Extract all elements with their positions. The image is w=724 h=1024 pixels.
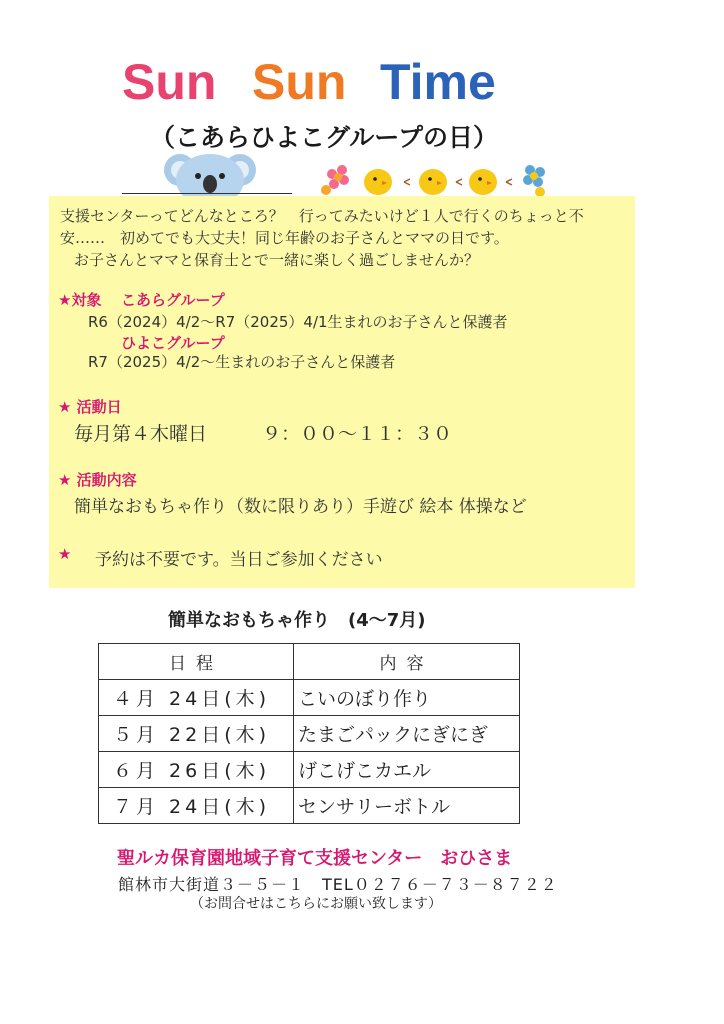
- table-row: [99, 752, 520, 788]
- row-date: ５月 22日(木): [99, 716, 294, 752]
- activity-day-label: ★ 活動日: [58, 398, 122, 416]
- flower-icon: [327, 165, 349, 189]
- toy-heading: 簡単なおもちゃ作り (4～7月): [168, 610, 426, 631]
- row-content: げこげこカエル: [294, 752, 520, 788]
- table-row: [99, 788, 520, 824]
- activity-time: ９：００～１１：３０: [262, 423, 453, 445]
- chick-icon: [364, 169, 392, 195]
- target-group1-detail: R6（2024）4/2～R7（2025）4/1生まれのお子さんと保護者: [88, 313, 508, 331]
- row-content: こいのぼり作り: [294, 680, 520, 716]
- target-group2-name: ひよこグループ: [121, 334, 225, 352]
- intro-line-1: 支援センターってどんなところ？ 行ってみたいけど１人で行くのちょっと不: [60, 207, 584, 225]
- title-word-sun-1: Sun: [122, 54, 217, 110]
- target-group1-name: こあらグループ: [121, 291, 225, 309]
- toy-schedule-table: [98, 643, 520, 824]
- row-date: ７月 24日(木): [99, 788, 294, 824]
- activity-day: 毎月第４木曜日: [74, 423, 208, 445]
- row-content: センサリーボトル: [294, 788, 520, 824]
- chick-icon: [469, 169, 497, 195]
- intro-line-3: お子さんとママと保育士とで一緒に楽しく過ごしませんか？: [74, 251, 480, 269]
- col-date-header: 日程: [99, 644, 294, 680]
- contact-note: （お問合せはこちらにお願い致します）: [190, 896, 442, 912]
- activity-content: 簡単なおもちゃ作り（数に限りあり）手遊び 絵本 体操など: [74, 497, 527, 517]
- target-label: ★対象: [58, 291, 102, 309]
- title-underline: [122, 193, 292, 194]
- table-row: [99, 680, 520, 716]
- intro-line-2: 安…… 初めてでも大丈夫！同じ年齢のお子さんとママの日です。: [60, 229, 509, 247]
- address: 館林市大街道３－５－１ TEL０２７６－７３－８７２２: [118, 875, 558, 894]
- chicks-flowers-decoration: [318, 160, 558, 200]
- koala-icon: [160, 150, 260, 202]
- flower-icon: [523, 165, 545, 197]
- target-group2-detail: R7（2025）4/2～生まれのお子さんと保護者: [88, 353, 396, 371]
- row-content: たまごパックにぎにぎ: [294, 716, 520, 752]
- title-word-sun-2: Sun: [252, 54, 347, 110]
- organization-name: 聖ルカ保育園地域子育て支援センター おひさま: [117, 848, 513, 869]
- activity-content-label: ★ 活動内容: [58, 471, 137, 489]
- subtitle: （こあらひよこグループの日）: [150, 123, 499, 152]
- col-content-header: 内容: [294, 644, 520, 680]
- row-date: ６月 26日(木): [99, 752, 294, 788]
- title-word-time: Time: [380, 54, 496, 110]
- chick-icon: [419, 169, 447, 195]
- table-header-row: [99, 644, 520, 680]
- row-date: ４月 24日(木): [99, 680, 294, 716]
- table-row: [99, 716, 520, 752]
- reservation-text: 予約は不要です。当日ご参加ください: [95, 550, 383, 570]
- reservation-star: ★: [58, 545, 72, 563]
